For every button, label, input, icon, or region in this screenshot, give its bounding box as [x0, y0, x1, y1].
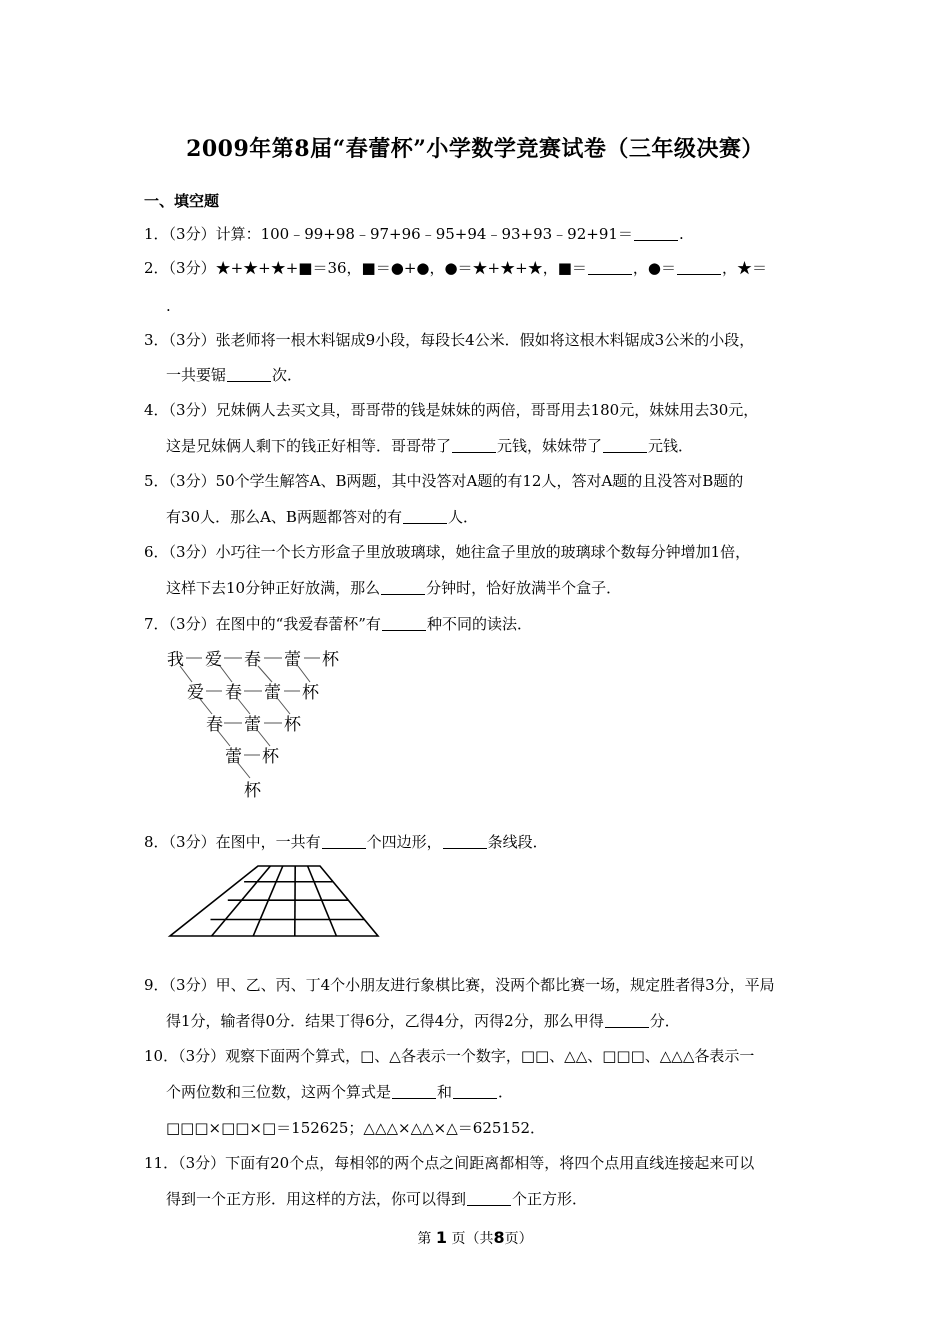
question-text: 元钱，妹妹带了 [497, 437, 603, 455]
question-text: □□□×□□×□＝152625；△△△×△△×△＝625152． [166, 1119, 546, 1137]
figure-char: 我 [167, 650, 184, 670]
question-7 [144, 614, 812, 634]
answer-blank [453, 1083, 497, 1099]
figure-char: 春 [225, 683, 242, 703]
question-10 [144, 1046, 812, 1066]
answer-blank [403, 508, 447, 524]
figure-char: 春 [244, 650, 261, 670]
question-text: 个正方形． [512, 1190, 588, 1208]
figure-char: 杯 [302, 683, 319, 703]
question-text: 得到一个正方形．用这样的方法，你可以得到 [166, 1190, 467, 1208]
question-2 [144, 258, 812, 278]
question-5-cont [166, 507, 812, 527]
question-text: 种不同的读法． [426, 615, 532, 633]
question-text: 人． [447, 508, 478, 526]
footer-text: 页） [504, 1231, 533, 1247]
question-text: 条线段． [487, 833, 548, 851]
question-text: 6．（3分）小巧往一个长方形盒子里放玻璃球，她往盒子里放的玻璃球个数每分钟增加1倍， [144, 543, 751, 561]
question-9 [144, 975, 812, 995]
question-text: 个两位数和三位数，这两个算式是 [166, 1083, 392, 1101]
figure-char: 杯 [262, 747, 279, 767]
question-4 [144, 400, 812, 420]
question-1 [144, 224, 812, 244]
question-3 [144, 330, 812, 350]
question-text: ． [498, 1083, 514, 1101]
question-text: 11．（3分）下面有20个点，每相邻的两个点之间距离都相等，将四个点用直线连接起来可以 [144, 1154, 755, 1172]
question-text: 个四边形， [366, 833, 442, 851]
figure-char: 杯 [322, 650, 339, 670]
figure-char: 蕾 [284, 650, 301, 670]
page-title: 2009年第8届“春蕾杯”小学数学竞赛试卷（三年级决赛） [186, 136, 764, 162]
question-text: 9．（3分）甲、乙、丙、丁4个小朋友进行象棋比赛，没两个都比赛一场，规定胜者得3分，平局 [144, 976, 775, 994]
question-text: 得1分，输者得0分．结果丁得6分，乙得4分，丙得2分，那么甲得 [166, 1012, 604, 1030]
question-text: 4．（3分）兄妹俩人去买文具，哥哥带的钱是妹妹的两倍，哥哥用去180元，妹妹用去30元， [144, 401, 759, 419]
question-6-cont [166, 578, 812, 598]
question-8 [144, 832, 812, 852]
answer-blank [677, 259, 721, 275]
answer-blank [381, 579, 425, 595]
answer-blank [603, 437, 647, 453]
question-text: 10．（3分）观察下面两个算式，□、△各表示一个数字，□□、△△、□□□、△△△各表示一 [144, 1047, 755, 1065]
question-10-cont [166, 1082, 812, 1102]
answer-blank [382, 615, 426, 631]
figure-char: 爱 [205, 650, 222, 670]
question-5 [144, 471, 812, 491]
question-2-cont [166, 296, 812, 316]
question-9-cont [166, 1011, 812, 1031]
question-text: 有30人．那么A、B两题都答对的有 [166, 508, 402, 526]
figure-char: 杯 [244, 781, 261, 801]
question-11-cont [166, 1189, 812, 1209]
footer-text: 页（共 [451, 1231, 494, 1247]
figure-char: 蕾 [264, 683, 281, 703]
answer-blank [443, 833, 487, 849]
question-text: 一共要锯 [166, 366, 227, 384]
question-text: 元钱． [648, 437, 694, 455]
footer-text: 第 [417, 1231, 432, 1247]
section-heading: 一、填空题 [144, 192, 220, 210]
answer-blank [227, 366, 271, 382]
figure-char: 春 [206, 715, 223, 735]
page-total: 8 [493, 1228, 505, 1247]
figure-char: 蕾 [244, 715, 261, 735]
question-6 [144, 542, 812, 562]
figure-char: 爱 [187, 683, 204, 703]
answer-blank [322, 833, 366, 849]
question-text: ，★＝ [721, 259, 767, 277]
figure-char: 杯 [284, 715, 301, 735]
question-text: 7．（3分）在图中的“我爱春蕾杯”有 [144, 615, 381, 633]
page-footer [0, 1228, 950, 1248]
question-text: 分． [649, 1012, 680, 1030]
trapezoid-grid-figure [160, 860, 390, 945]
question-text: 8．（3分）在图中，一共有 [144, 833, 321, 851]
question-3-cont [166, 365, 812, 385]
question-text: 这是兄妹俩人剩下的钱正好相等．哥哥带了 [166, 437, 452, 455]
page-number: 1 [435, 1228, 447, 1247]
answer-blank [392, 1083, 436, 1099]
question-text: 和 [437, 1083, 453, 1101]
question-text: 5．（3分）50个学生解答A、B两题，其中没答对A题的有12人，答对A题的且没答对B题的 [144, 472, 744, 490]
question-text: 1．（3分）计算：100﹣99+98﹣97+96﹣95+94﹣93+93﹣92+91＝ [144, 225, 633, 243]
answer-blank [605, 1012, 649, 1028]
reading-path-figure [160, 644, 350, 804]
question-text: 这样下去10分钟正好放满，那么 [166, 579, 381, 597]
question-text: ，●＝ [632, 259, 676, 277]
question-10-equations [166, 1118, 812, 1138]
question-text: 2．（3分）★+★+★+■＝36，■＝●+●，●＝★+★+★，■＝ [144, 259, 587, 277]
answer-blank [634, 225, 678, 241]
question-text: 分钟时，恰好放满半个盒子． [426, 579, 622, 597]
answer-blank [452, 437, 496, 453]
question-11 [144, 1153, 812, 1173]
question-text: 3．（3分）张老师将一根木料锯成9小段，每段长4公米．假如将这根木料锯成3公米的小段， [144, 331, 755, 349]
question-text: 次． [272, 366, 303, 384]
question-text: . [678, 225, 684, 243]
question-text: . [166, 297, 171, 315]
question-4-cont [166, 436, 812, 456]
answer-blank [588, 259, 632, 275]
figure-char: 蕾 [225, 747, 242, 767]
answer-blank [467, 1190, 511, 1206]
